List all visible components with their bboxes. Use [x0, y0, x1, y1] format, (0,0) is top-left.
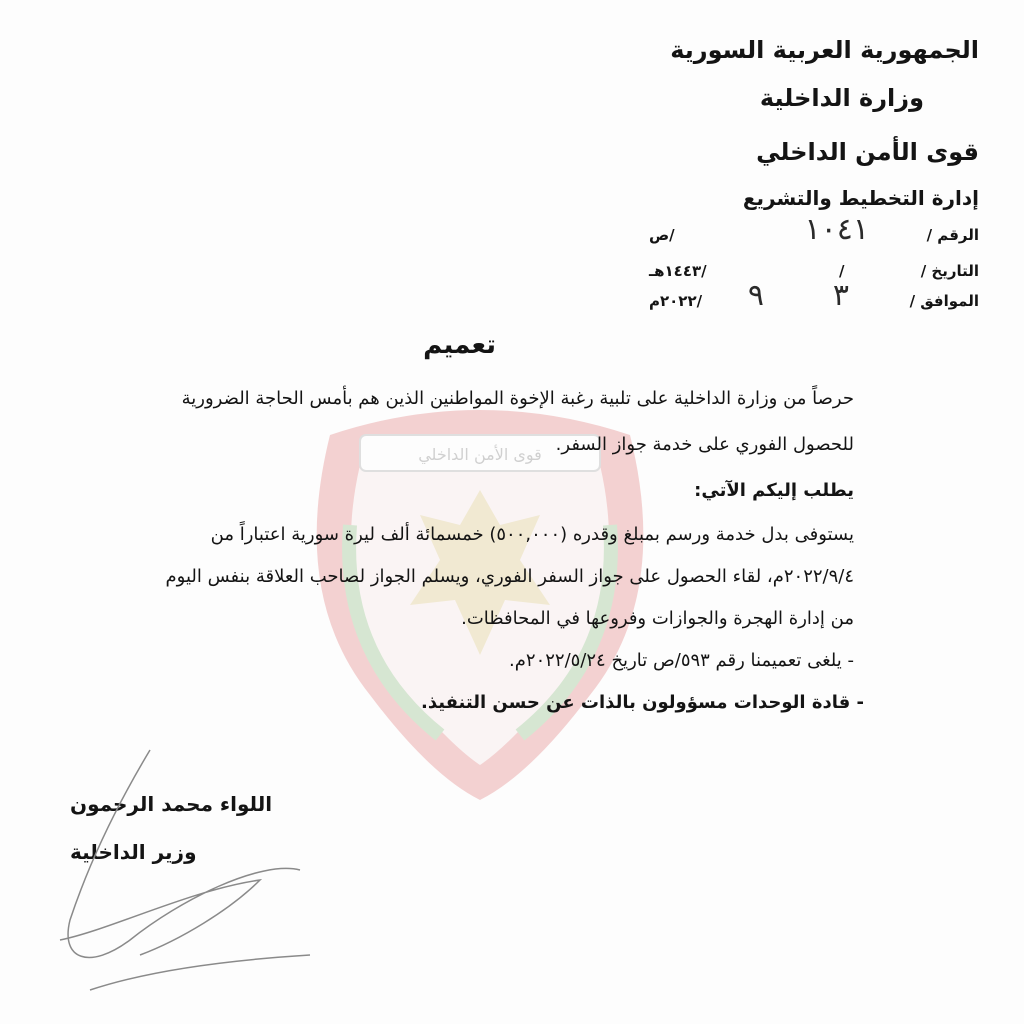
gregorian-date-row	[649, 278, 979, 322]
hijri-date-label: التاريخ /	[920, 262, 979, 280]
directorate-name: إدارة التخطيط والتشريع	[742, 186, 979, 210]
gregorian-date-label: الموافق /	[909, 292, 979, 310]
paragraph-2-line-2: ٢٠٢٢/٩/٤م، لقاء الحصول على جواز السفر الفوري، ويسلم الجواز لصاحب العلاقة بنفس اليوم	[165, 566, 854, 587]
gregorian-date-month: ٣	[832, 278, 849, 313]
reference-number-label: الرقم /	[926, 226, 979, 244]
ministry-name: وزارة الداخلية	[759, 84, 924, 112]
reference-number-suffix: /ص	[649, 226, 675, 244]
paragraph-2-line-1: يستوفى بدل خدمة ورسم بمبلغ وقدره (٥٠٠,٠٠٠) خمسمائة ألف ليرة سورية اعتباراً من	[210, 524, 854, 545]
paragraph-1-line-2: للحصول الفوري على خدمة جواز السفر.	[555, 434, 854, 455]
signatory-name: اللواء محمد الرحمون	[70, 792, 273, 816]
document-title: تعميم	[423, 330, 496, 360]
request-heading: يطلب إليكم الآتي:	[694, 480, 854, 501]
police-seal-watermark	[290, 395, 670, 805]
handwritten-signature-icon	[30, 740, 330, 1020]
paragraph-1-line-1: حرصاً من وزارة الداخلية على تلبية رغبة الإخوة المواطنين الذين هم بأمس الحاجة الضرورية	[181, 388, 854, 409]
seal-shield-shape	[317, 410, 644, 800]
gregorian-date-day: ٩	[747, 278, 764, 313]
reference-number-handwritten: ١٠٤١	[804, 212, 869, 247]
bullet-item-responsibility: - قادة الوحدات مسؤولون بالذات عن حسن التنفيذ.	[420, 692, 864, 713]
bullet-item-cancel: - يلغى تعميمنا رقم ٥٩٣/ص تاريخ ٢٠٢٢/٥/٢٤م.	[509, 650, 854, 671]
hijri-date-year: /١٤٤٣هـ	[649, 262, 707, 280]
gregorian-date-year: /٢٠٢٢م	[649, 292, 703, 310]
paragraph-2-line-3: من إدارة الهجرة والجوازات وفروعها في المحافظات.	[461, 608, 854, 629]
hijri-date-row	[649, 262, 979, 292]
forces-name: قوى الأمن الداخلي	[756, 138, 979, 166]
hijri-date-separator: /	[839, 262, 845, 280]
reference-number-row	[649, 212, 979, 256]
seal-banner-text: قوى الأمن الداخلي	[418, 445, 542, 464]
signatory-role: وزير الداخلية	[70, 840, 197, 864]
republic-name: الجمهورية العربية السورية	[670, 36, 979, 64]
